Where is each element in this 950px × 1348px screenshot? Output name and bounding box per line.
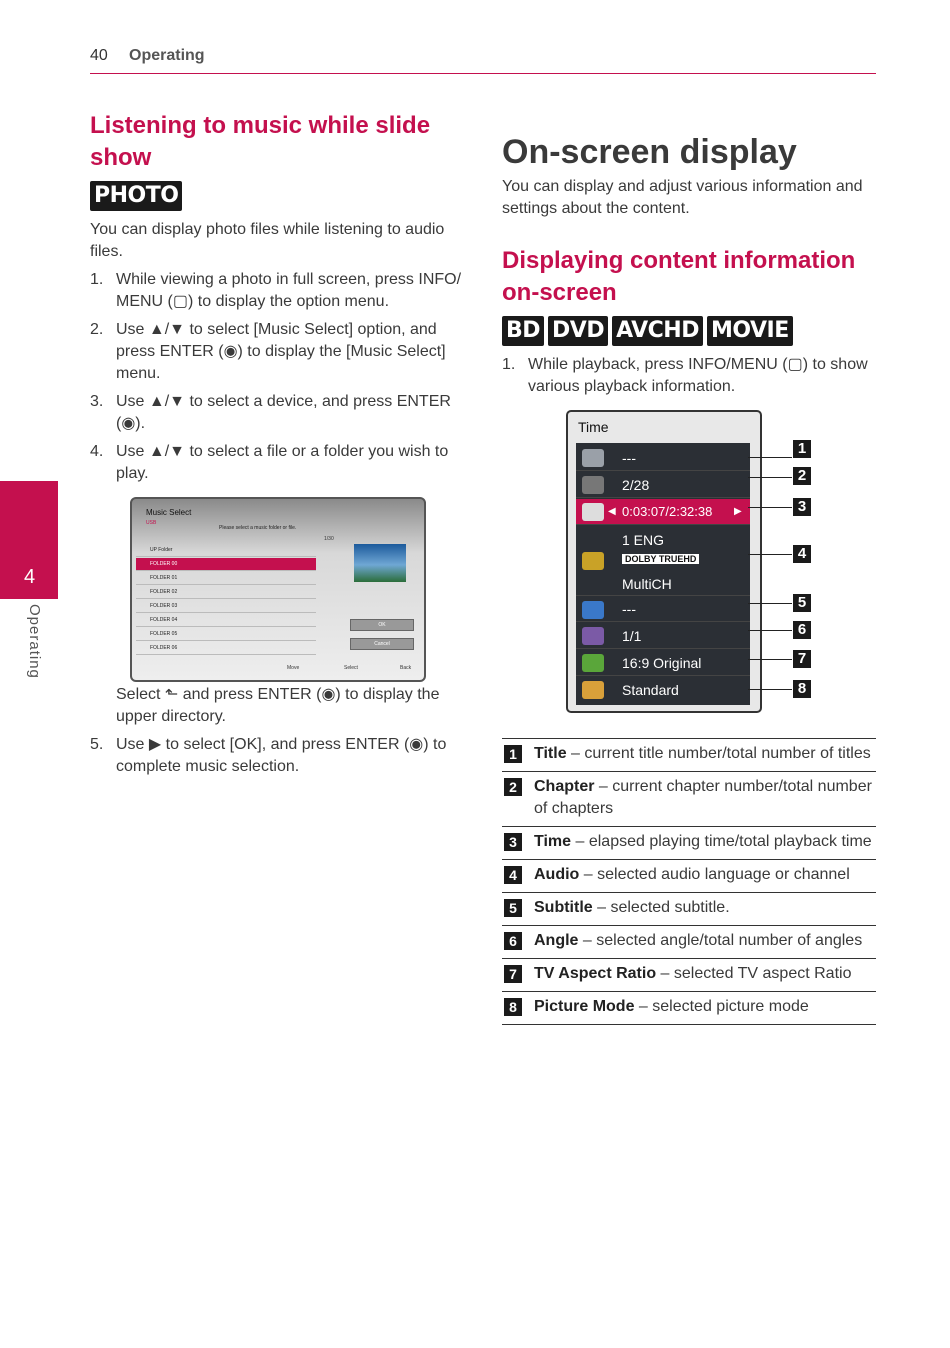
osd-row-subtitle[interactable]: ---: [576, 597, 750, 622]
table-row: 4 Audio – selected audio language or channel: [502, 859, 876, 892]
music-select-screenshot: [130, 497, 426, 682]
callout-line: [748, 689, 792, 690]
callout-line: [748, 477, 792, 478]
osd-row-angle[interactable]: 1/1: [576, 623, 750, 649]
aspect-ratio-icon: [582, 654, 604, 672]
osd-row-chapter[interactable]: 2/28: [576, 472, 750, 498]
ms-title: Music Select: [146, 508, 192, 517]
badge-bd: BD: [502, 316, 544, 346]
list-item: 3. Use ▲/▼ to select a device, and press ENTER (◉).: [90, 393, 451, 432]
osd-title: Time: [578, 419, 609, 435]
osd-row-title[interactable]: ---: [576, 445, 750, 471]
callout-number: 7: [793, 650, 811, 668]
section-title: Operating: [129, 47, 205, 64]
badge-movie: MOVIE: [707, 316, 793, 346]
chapter-label: Operating: [26, 604, 43, 679]
callout-number: 8: [793, 680, 811, 698]
osd-row-aspect[interactable]: 16:9 Original: [576, 650, 750, 676]
list-item: 4. Use ▲/▼ to select a file or a folder you wish to play.: [90, 443, 449, 482]
header-rule: [90, 73, 876, 74]
table-row: 5 Subtitle – selected subtitle.: [502, 892, 876, 925]
badge-avchd: AVCHD: [612, 316, 703, 346]
table-row: 7 TV Aspect Ratio – selected TV aspect Ratio: [502, 958, 876, 991]
ms-row[interactable]: FOLDER 05: [136, 628, 316, 641]
callout-line: [748, 630, 792, 631]
left-intro: You can display photo files while listening to audio files.: [90, 221, 445, 260]
table-row: 3 Time – elapsed playing time/total playback time: [502, 826, 876, 859]
callout-number: 2: [793, 467, 811, 485]
ms-count: 1/30: [324, 536, 334, 542]
right-subheading: Displaying content information on-screen: [502, 247, 856, 306]
ms-cancel-button[interactable]: Cancel: [350, 638, 414, 650]
ms-footer-back: Back: [400, 665, 412, 671]
dolby-truehd-logo: DOLBY TRUEHD: [622, 554, 699, 564]
right-intro: You can display and adjust various information and settings about the content.: [502, 178, 863, 217]
ms-row[interactable]: UP Folder: [136, 544, 316, 557]
osd-row-time[interactable]: ◀ 0:03:07/2:32:38 ▶: [576, 499, 750, 525]
left-steps: [90, 269, 468, 491]
ms-row[interactable]: FOLDER 06: [136, 642, 316, 655]
ms-row[interactable]: FOLDER 04: [136, 614, 316, 627]
ms-hint: Please select a music folder or file.: [219, 525, 297, 531]
callout-line: [748, 507, 792, 508]
callout-number: 5: [793, 594, 811, 612]
table-row: 6 Angle – selected angle/total number of angles: [502, 925, 876, 958]
disc-icon: [582, 449, 604, 467]
clock-icon: [582, 503, 604, 521]
ms-footer-move: Move: [287, 665, 300, 671]
ms-ok-button[interactable]: OK: [350, 619, 414, 631]
arrow-right-icon: ▶: [734, 506, 742, 517]
table-row: 8 Picture Mode – selected picture mode: [502, 991, 876, 1025]
ms-preview-image: [354, 544, 406, 582]
osd-row-audio[interactable]: 1 ENG DOLBY TRUEHD MultiCH: [576, 526, 750, 596]
table-row: 2 Chapter – current chapter number/total number of chapters: [502, 771, 876, 826]
ms-row[interactable]: FOLDER 00: [136, 558, 316, 571]
ms-row[interactable]: FOLDER 02: [136, 586, 316, 599]
list-item: 1. While playback, press INFO/MENU (▢) to show various playback information.: [502, 356, 868, 395]
arrow-left-icon: ◀: [608, 506, 616, 517]
camera-icon: [582, 627, 604, 645]
page-title: On-screen display: [502, 132, 797, 171]
speaker-icon: [582, 552, 604, 570]
palette-icon: [582, 681, 604, 699]
callout-line: [748, 554, 792, 555]
list-item: 2. Use ▲/▼ to select [Music Select] option, and press ENTER (◉) to display the [Music Select] menu.: [90, 321, 446, 382]
osd-row-picture[interactable]: Standard: [576, 677, 750, 703]
disc-badges: [502, 316, 797, 346]
ms-device: USB: [146, 520, 157, 526]
photo-badge: PHOTO: [90, 181, 186, 211]
list-item: 5. Use ▶ to select [OK], and press ENTER (◉) to complete music selection.: [90, 736, 447, 775]
callout-line: [748, 659, 792, 660]
left-heading: Listening to music while slide show: [90, 112, 431, 171]
page-number: 40: [90, 47, 108, 64]
osd-panel: [576, 443, 750, 705]
ms-row[interactable]: FOLDER 01: [136, 572, 316, 585]
upper-directory-note: Select ⬑ and press ENTER (◉) to display the upper directory.: [116, 686, 440, 725]
list-item: 1. While viewing a photo in full screen, press INFO/ MENU (▢) to display the option menu.: [90, 271, 462, 310]
subtitle-icon: [582, 601, 604, 619]
chapter-number: 4: [24, 566, 36, 588]
callout-number: 6: [793, 621, 811, 639]
table-row: 1 Title – current title number/total number of titles: [502, 738, 876, 771]
clapboard-icon: [582, 476, 604, 494]
callout-number: 1: [793, 440, 811, 458]
left-step5: [90, 734, 468, 784]
callout-number: 3: [793, 498, 811, 516]
osd-screenshot: [566, 410, 762, 713]
ms-footer-select: Select: [344, 665, 358, 671]
right-step1: [502, 354, 876, 404]
callout-line: [748, 457, 792, 458]
callout-line: [748, 603, 792, 604]
callout-number: 4: [793, 545, 811, 563]
definition-table: [502, 738, 876, 1025]
badge-dvd: DVD: [548, 316, 608, 346]
ms-row[interactable]: FOLDER 03: [136, 600, 316, 613]
